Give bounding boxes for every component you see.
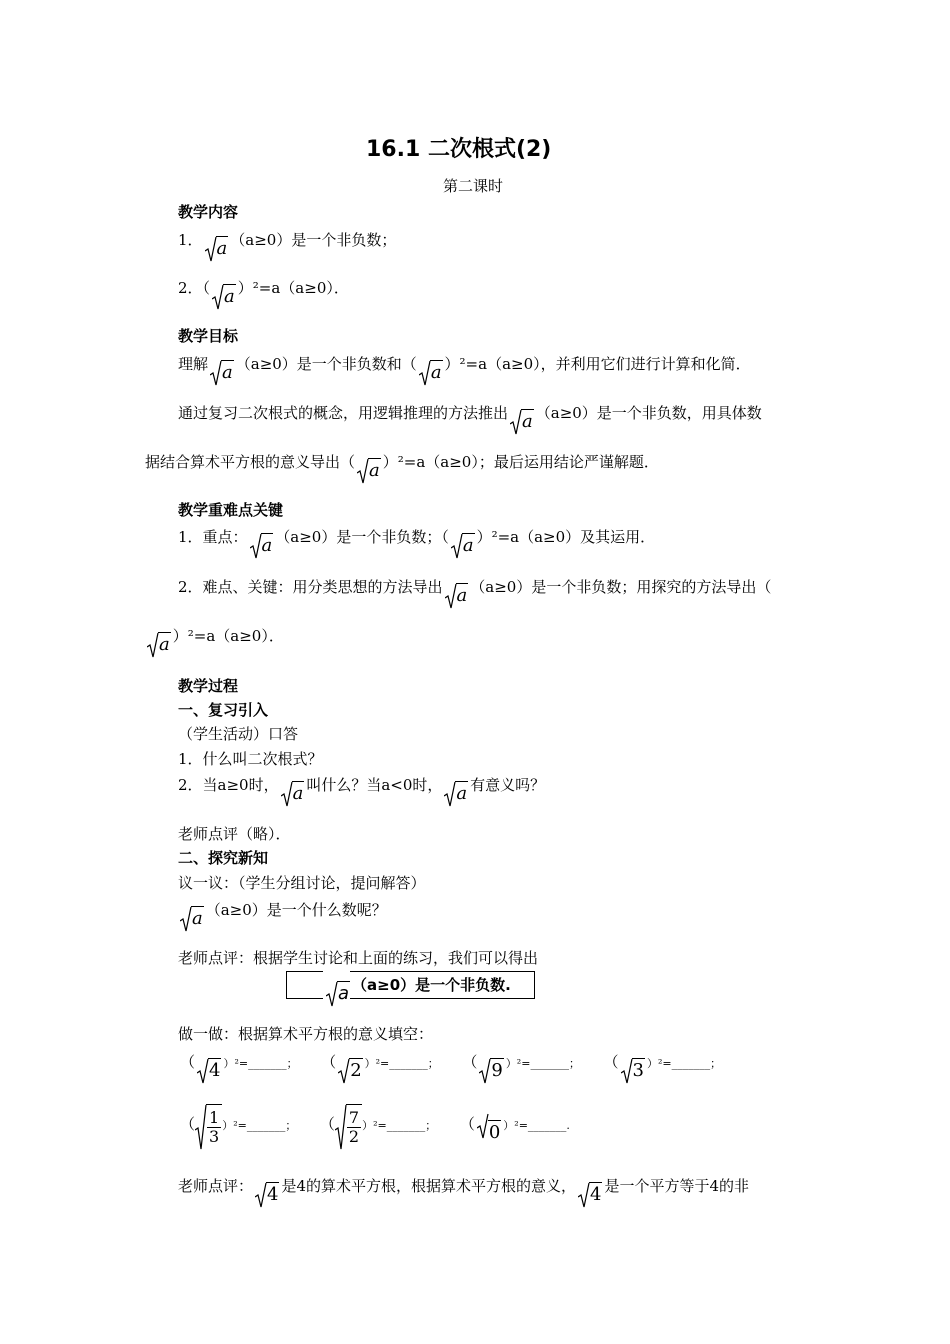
- conclusion-text: a （a≥0）是一个非负数.: [324, 973, 511, 1006]
- key-line-3: a ）²=a（a≥0）．: [145, 624, 284, 657]
- discuss-line: 议一议：（学生分组讨论，提问解答）: [178, 874, 426, 892]
- teacher-comment-2: 老师点评： 4 是4的算术平方根，根据算术平方根的意义， 4 是一个平方等于4的非: [178, 1177, 750, 1205]
- goal-line-2: 通过复习二次根式的概念，用逻辑推理的方法推出 a （a≥0）是一个非负数，用具体数: [178, 404, 762, 432]
- key-line-2: 2．难点、关键：用分类思想的方法导出 a （a≥0）是一个非负数；用探究的方法导出（: [178, 578, 772, 606]
- exercise-row-1: （ 4 ）²=_______； （ 2 ）²=_______； （ 9 ）²=_______； （ 3 ）²=_______；: [180, 1053, 722, 1081]
- section-heading-goal: 教学目标: [178, 327, 239, 345]
- review-comment: 老师点评（略）．: [178, 825, 291, 843]
- part2-heading: 二、探究新知: [178, 849, 269, 867]
- review-question-2: 2．当a≥0时， a 叫什么？当a<0时， a 有意义吗？: [178, 776, 546, 804]
- exercise-instruction: 做一做：根据算术平方根的意义填空：: [178, 1025, 434, 1043]
- teacher-comment-1: 老师点评：根据学生讨论和上面的练习，我们可以得出: [178, 949, 539, 967]
- review-activity: （学生活动）口答: [178, 725, 299, 743]
- exercise-row-2: （ $\frac{1}{3}$ ）²=_______； （ $\frac{7}{2}$ ）²=_______； （ 0 ）²=_______.: [180, 1104, 570, 1153]
- key-line-1: 1．重点： a （a≥0）是一个非负数；（ a ）²=a（a≥0）及其运用．: [178, 528, 656, 556]
- section-heading-content: 教学内容: [178, 203, 239, 221]
- section-heading-key: 教学重难点关键: [178, 501, 284, 519]
- discuss-question: a （a≥0）是一个什么数呢？: [178, 898, 387, 931]
- conclusion-box-left: [286, 971, 323, 999]
- page-title: 16.1 二次根式(2): [366, 137, 552, 162]
- page-subtitle: 第二课时: [443, 177, 504, 195]
- goal-line-1: 理解 a （a≥0）是一个非负数和（ a ）²=a（a≥0），并利用它们进行计算和化简．: [178, 355, 751, 383]
- content-line-1: 1． a （a≥0）是一个非负数；: [178, 231, 397, 259]
- content-line-2: 2．（ a ）²=a（a≥0）．: [178, 279, 349, 307]
- section-heading-process: 教学过程: [178, 677, 239, 695]
- goal-line-3: 据结合算术平方根的意义导出（ a ）²=a（a≥0）；最后运用结论严谨解题．: [145, 453, 659, 481]
- part1-heading: 一、复习引入: [178, 701, 269, 719]
- review-question-1: 1．什么叫二次根式？: [178, 750, 323, 768]
